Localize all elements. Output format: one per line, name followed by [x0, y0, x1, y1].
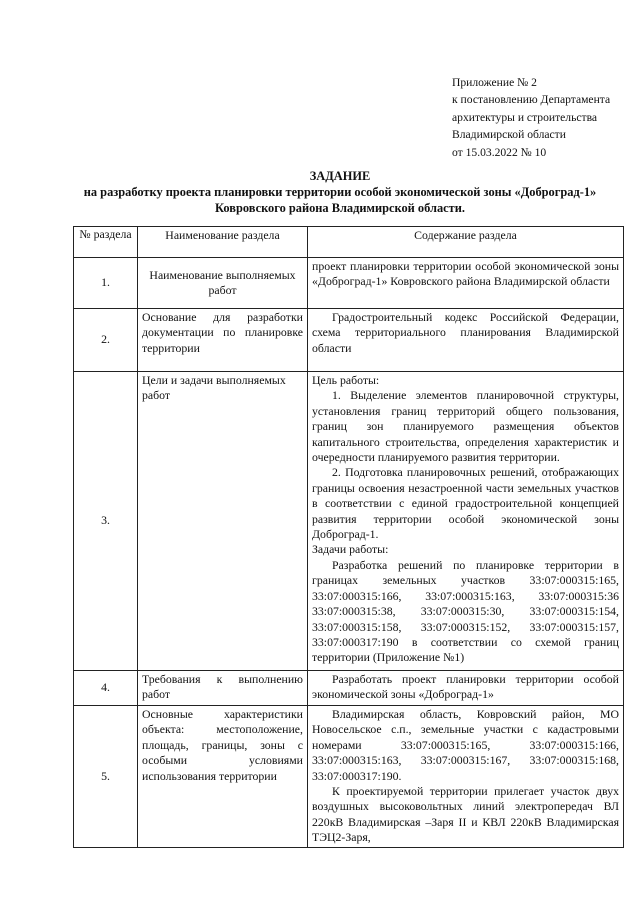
content-paragraph: К проектируемой территории прилегает участок двух воздушных высоковольтных линий электропередач ВЛ 220кВ Владимирская –Заря II и КВЛ 220кВ Владимирская ТЭЦ2-Заря, — [312, 784, 619, 845]
row-number: 1. — [74, 258, 138, 309]
row-content — [308, 706, 624, 848]
row-number: 3. — [74, 372, 138, 671]
table-row — [74, 706, 624, 848]
appendix-line: Приложение № 2 — [452, 76, 537, 89]
table-row — [74, 372, 624, 671]
row-content: проект планировки территории особой экономической зоны «Доброград-1» Ковровского района Владимирской области — [308, 258, 624, 309]
header-section-content: Содержание раздела — [308, 227, 624, 258]
tasks-label: Задачи работы: — [312, 542, 389, 557]
table-row — [74, 309, 624, 372]
row-number: 5. — [74, 706, 138, 848]
document-title: ЗАДАНИЕ — [309, 169, 371, 183]
document-subtitle-2: Ковровского района Владимирской области. — [215, 201, 465, 215]
goal-item: 1. Выделение элементов планировочной структуры, установления границ территорий общего пользования, границ зон планируемого размещения объектов капитального строительства, определения характеристик и очередности планируемого развития территории. — [312, 388, 619, 465]
header-number: № раздела — [74, 227, 138, 258]
appendix-block — [452, 74, 632, 161]
row-name: Цели и задачи выполняемых работ — [138, 372, 308, 671]
task-item: Разработка решений по планировке территории в границах земельных участков 33:07:000315:165, 33:07:000315:166, 33:07:000315:163, 33:07:000315:36 33:07:000315:38, 33:07:000315:30, 33:07:000315:154, 33:07:000315:158, 33:07:000315:152, 33:07:000315:157, 33:07:000317:190 в соответствии со схемой границ территории (Приложение №1) — [312, 557, 619, 665]
table-row — [74, 258, 624, 309]
document-subtitle: на разработку проекта планировки территории особой экономической зоны «Доброград-1» — [83, 185, 597, 199]
row-name: Основание для разработки документации по планировке территории — [138, 309, 308, 372]
row-content: Разработать проект планировки территории особой экономической зоны «Доброград-1» — [308, 671, 624, 706]
appendix-line: от 15.03.2022 № 10 — [452, 145, 547, 159]
row-name: Основные характеристики объекта: местоположение, площадь, границы, зоны с особыми условиями использования территории — [138, 706, 308, 848]
table-header-row — [74, 227, 624, 258]
goal-item: 2. Подготовка планировочных решений, отображающих границы освоения незастроенной части земельных участков в соответствии с единой градостроительной концепцией развития территории особой экономической зоны Доброград-1. — [312, 465, 619, 542]
header-section-name: Наименование раздела — [138, 227, 308, 258]
row-number: 4. — [74, 671, 138, 706]
row-number: 2. — [74, 309, 138, 372]
appendix-line: архитектуры и строительства — [452, 110, 598, 124]
content-paragraph: Владимирская область, Ковровский район, МО Новосельское с.п., земельные участки с кадастровыми номерами 33:07:000315:165, 33:07:000315:166, 33:07:000315:163, 33:07:000315:167, 33:07:000315:168, 33:07:000317:190. — [312, 707, 619, 783]
row-content — [308, 372, 624, 671]
appendix-line: Владимирской области — [452, 128, 566, 142]
table-row — [74, 671, 624, 706]
appendix-line: к постановлению Департамента — [452, 93, 611, 107]
row-content: Градостроительный кодекс Российской Федерации, схема территориального планирования Владимирской области — [308, 309, 624, 372]
row-name: Наименование выполняемых работ — [138, 258, 308, 309]
task-table — [73, 226, 624, 848]
row-name: Требования к выполнению работ — [138, 671, 308, 706]
goals-label: Цель работы: — [312, 373, 380, 387]
